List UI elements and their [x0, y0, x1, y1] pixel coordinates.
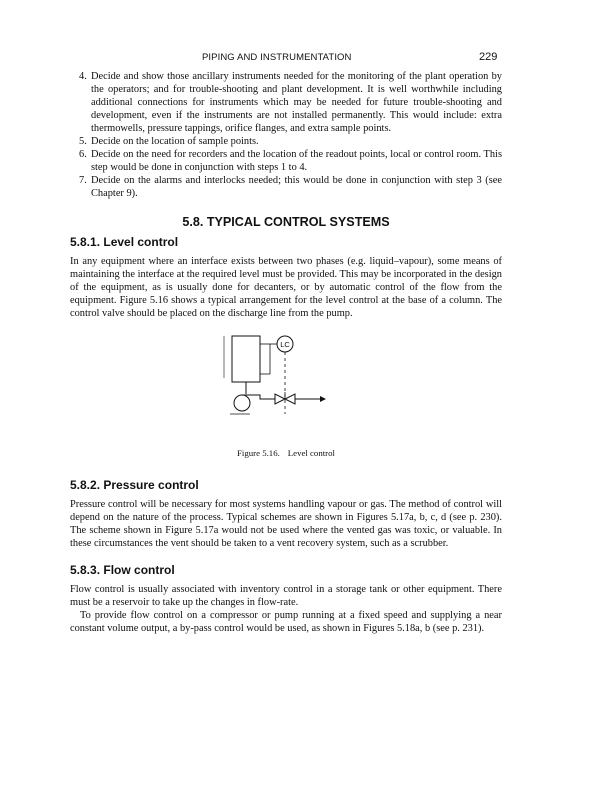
level-control-figure — [70, 330, 502, 442]
figure-number: Figure 5.16. — [237, 448, 280, 458]
pressure-control-paragraph: Pressure control will be necessary for most systems handling vapour or gas. The method of control will depend on the nature of the process. Typical schemes are shown in Figures 5.17a, b, c, d (see p. 230). The scheme shown in Figure 5.17a would not be used where the vented gas was toxic, or valuable. In these circumstances the vent should be taken to a vent recovery system, such as a scrubber. — [70, 499, 502, 549]
flow-control-heading: 5.8.3. Flow control — [70, 563, 175, 577]
step-number: 6. — [79, 149, 87, 160]
flow-arrow-icon — [320, 396, 326, 402]
list-item — [70, 148, 502, 174]
discharge-line — [254, 395, 275, 399]
level-controller-label: LC — [280, 340, 290, 349]
list-item — [70, 70, 502, 135]
step-number: 5. — [79, 136, 87, 147]
page-body — [70, 70, 502, 635]
pump — [234, 395, 250, 411]
step-text: Decide on the location of sample points. — [91, 136, 259, 147]
step-text: Decide on the alarms and interlocks needed; this would be done in conjunction with step 3 (see Chapter 9). — [91, 175, 502, 199]
level-control-diagram — [220, 330, 350, 442]
flow-control-paragraph-2: To provide flow control on a compressor or pump running at a fixed speed and supplying a near constant volume output, a by-pass control would be used, as shown in Figures 5.18a, b (see p. 231). — [70, 610, 502, 634]
column-vessel — [232, 336, 260, 382]
running-head — [0, 52, 612, 66]
running-head-title: PIPING AND INSTRUMENTATION — [202, 52, 352, 63]
level-control-heading: 5.8.1. Level control — [70, 235, 179, 249]
list-item — [70, 135, 502, 148]
figure-caption-text: Level control — [287, 448, 335, 458]
list-item — [70, 174, 502, 200]
figure-caption — [70, 448, 502, 459]
pressure-control-heading: 5.8.2. Pressure control — [70, 478, 199, 492]
step-text: Decide and show those ancillary instruments needed for the monitoring of the plant operation by the operators; and for trouble-shooting and plant development. It is well worthwhile including additional connections for instruments which may be needed for future trouble-shooting and development, even if the instruments are not installed permanently. This would include: extra thermowells, pressure tappings, orifice flanges, and extra sample points. — [91, 71, 502, 134]
section-title: 5.8. TYPICAL CONTROL SYSTEMS — [182, 215, 390, 229]
step-number: 7. — [79, 175, 87, 186]
procedure-steps-list — [70, 70, 502, 200]
step-text: Decide on the need for recorders and the location of the readout points, local or control room. This step would be done in conjunction with steps 1 to 4. — [91, 149, 502, 173]
level-control-paragraph: In any equipment where an interface exists between two phases (e.g. liquid–vapour), some means of maintaining the interface at the required level must be provided. This may be incorporated in the design of the equipment, as is usually done for decanters, or by automatic control of the flow from the equipment. Figure 5.16 shows a typical arrangement for the level control at the base of a column. The control valve should be placed on the discharge line from the pump. — [70, 256, 502, 319]
flow-control-paragraph-1: Flow control is usually associated with inventory control in a storage tank or other equipment. There must be a reservoir to take up the changes in flow-rate. — [70, 584, 502, 608]
page-number: 229 — [479, 51, 498, 63]
step-number: 4. — [79, 71, 87, 82]
